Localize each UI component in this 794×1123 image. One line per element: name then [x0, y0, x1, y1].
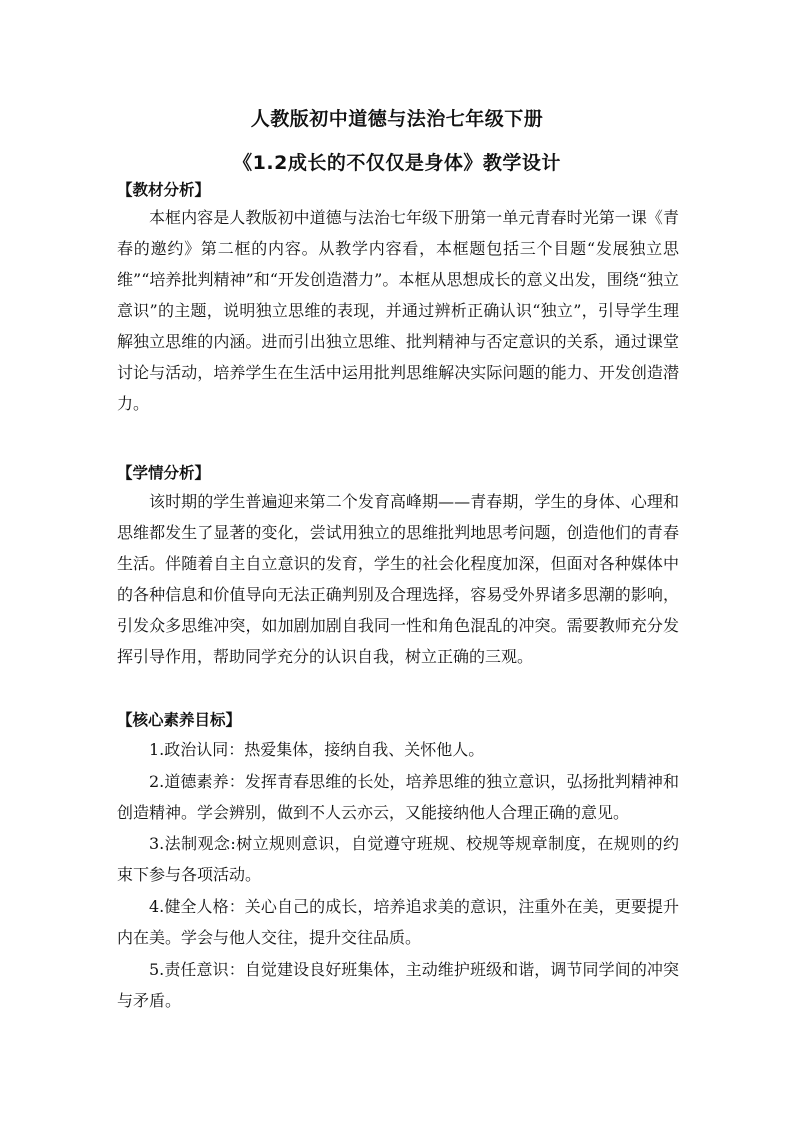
learner-analysis-paragraph: 该时期的学生普遍迎来第二个发育高峰期——青春期，学生的身体、心理和思维都发生了显著的变化，尝试用独立的思维批判地思考问题，创造他们的青春生活。伴随着自主自立意识的发育，学生的社会化程度加深，但面对各种媒体中的各种信息和价值导向无法正确判别及合理选择，容易受外界诸多思潮的影响，引发众多思维冲突，如加剧加剧自我同一性和角色混乱的冲突。需要教师充分发挥引导作用，帮助同学充分的认识自我，树立正确的三观。: [117, 492, 679, 666]
goal-item: 2.道德素养：发挥青春思维的长处，培养思维的独立意识，弘扬批判精神和创造精神。学会辨别，做到不人云亦云，又能接纳他人合理正确的意见。: [117, 772, 679, 822]
goal-item: 4.健全人格：关心自己的成长，培养追求美的意识，注重外在美，更要提升内在美。学会与他人交往，提升交往品质。: [117, 897, 679, 947]
document-subtitle: 《1.2成长的不仅仅是身体》教学设计: [233, 152, 561, 174]
section-heading-goals: 【核心素养目标】: [117, 711, 242, 729]
goal-item: 5.责任意识：自觉建设良好班集体，主动维护班级和谐，调节同学间的冲突与矛盾。: [117, 960, 679, 1010]
goal-item: 3.法制观念:树立规则意识，自觉遵守班规、校规等规章制度，在规则的约束下参与各项活动。: [117, 834, 679, 884]
section-heading-textbook: 【教材分析】: [117, 181, 211, 199]
document-title: 人教版初中道德与法治七年级下册: [250, 108, 544, 130]
goal-item: 1.政治认同：热爱集体，接纳自我、关怀他人。: [149, 740, 485, 759]
textbook-analysis-paragraph: 本框内容是人教版初中道德与法治七年级下册第一单元青春时光第一课《青春的邀约》第二框的内容。从教学内容看，本框题包括三个目题“发展独立思维”“培养批判精神”和“开发创造潜力”。本框从思想成长的意义出发，围绕“独立意识”的主题，说明独立思维的表现，并通过辨析正确认识“独立”，引导学生理解独立思维的内涵。进而引出独立思维、批判精神与否定意识的关系，通过课堂讨论与活动，培养学生在生活中运用批判思维解决实际问题的能力、开发创造潜力。: [117, 208, 679, 413]
section-heading-learners: 【学情分析】: [117, 464, 211, 482]
